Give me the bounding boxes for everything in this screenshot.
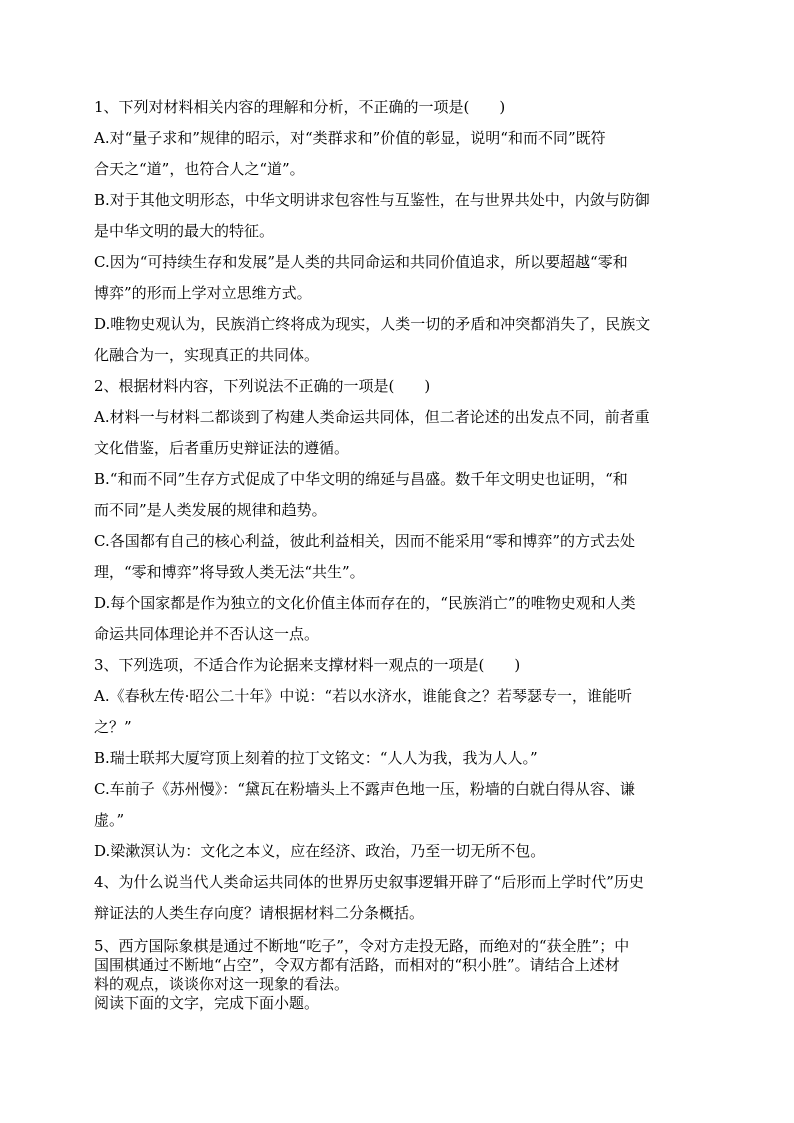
question-5-line: 料的观点，谈谈你对这一现象的看法。 xyxy=(94,975,350,993)
question-3-option-b xyxy=(94,743,699,774)
option-line: A.材料一与材料二都谈到了构建人类命运共同体，但二者论述的出发点不同，前者重 xyxy=(94,408,650,426)
option-line: 博弈”的形而上学对立思维方式。 xyxy=(94,284,312,302)
question-1-option-b xyxy=(94,185,699,247)
question-4 xyxy=(94,867,699,929)
question-1-option-c xyxy=(94,247,699,309)
question-1-option-a xyxy=(94,123,699,185)
question-3-option-d xyxy=(94,836,699,867)
option-line: D.每个国家都是作为独立的文化价值主体而存在的，“民族消亡”的唯物史观和人类 xyxy=(94,594,636,612)
question-3-option-a xyxy=(94,681,699,743)
option-line: D.梁漱溟认为：文化之本义，应在经济、政治，乃至一切无所不包。 xyxy=(94,842,546,860)
question-5-line: 国围棋通过不断地“占空”，令双方都有活路，而相对的“积小胜”。请结合上述材 xyxy=(94,956,620,974)
option-line: 之？” xyxy=(94,718,132,736)
option-line: 虚。” xyxy=(94,811,125,829)
option-line: 理，“零和博弈”将导致人类无法“共生”。 xyxy=(94,563,365,581)
question-2-option-a xyxy=(94,402,699,464)
option-line: 是中华文明的最大的特征。 xyxy=(94,222,275,240)
option-line: B.“和而不同”生存方式促成了中华文明的绵延与昌盛。数千年文明史也证明，“和 xyxy=(94,470,628,488)
option-line: 合天之“道”，也符合人之“道”。 xyxy=(94,160,305,178)
option-line: A.对“量子求和”规律的昭示，对“类群求和”价值的彰显，说明“和而不同”既符 xyxy=(94,129,606,147)
question-5 xyxy=(94,937,699,1013)
question-2-option-b xyxy=(94,464,699,526)
document-content xyxy=(94,92,699,1013)
option-line: 化融合为一，实现真正的共同体。 xyxy=(94,346,320,364)
question-2-option-d xyxy=(94,588,699,650)
question-2-stem: 2、根据材料内容，下列说法不正确的一项是( ) xyxy=(94,377,431,395)
question-2 xyxy=(94,371,699,650)
option-line: B.瑞士联邦大厦穹顶上刻着的拉丁文铭文：“人人为我，我为人人。” xyxy=(94,749,538,767)
option-line: D.唯物史观认为，民族消亡终将成为现实，人类一切的矛盾和冲突都消失了，民族文 xyxy=(94,315,651,333)
option-line: C.车前子《苏州慢》：“黛瓦在粉墙头上不露声色地一压，粉墙的白就白得从容、谦 xyxy=(94,780,635,798)
option-line: A.《春秋左传·昭公二十年》中说：“若以水济水，谁能食之？若琴瑟专一，谁能听 xyxy=(94,687,633,705)
question-3-stem: 3、下列选项，不适合作为论据来支撑材料一观点的一项是( ) xyxy=(94,656,521,674)
option-line: B.对于其他文明形态，中华文明讲求包容性与互鉴性，在与世界共处中，内敛与防御 xyxy=(94,191,650,209)
option-line: C.各国都有自己的核心利益，彼此利益相关，因而不能采用“零和博弈”的方式去处 xyxy=(94,532,636,550)
question-1 xyxy=(94,92,699,371)
spacer xyxy=(94,929,699,937)
question-1-stem: 1、下列对材料相关内容的理解和分析，不正确的一项是( ) xyxy=(94,98,506,116)
option-line: 命运共同体理论并不否认这一点。 xyxy=(94,625,320,643)
reading-instruction: 阅读下面的文字，完成下面小题。 xyxy=(94,994,320,1012)
option-line: C.因为“可持续生存和发展”是人类的共同命运和共同价值追求，所以要超越“零和 xyxy=(94,253,628,271)
option-line: 而不同”是人类发展的规律和趋势。 xyxy=(94,501,327,519)
question-4-stem-line: 辩证法的人类生存向度？请根据材料二分条概括。 xyxy=(94,904,425,922)
option-line: 文化借鉴，后者重历史辩证法的遵循。 xyxy=(94,439,350,457)
question-5-line: 5、西方国际象棋是通过不断地“吃子”，令对方走投无路，而绝对的“获全胜”；中 xyxy=(94,937,630,955)
question-3-option-c xyxy=(94,774,699,836)
question-2-option-c xyxy=(94,526,699,588)
question-3 xyxy=(94,650,699,867)
question-4-stem-line: 4、为什么说当代人类命运共同体的世界历史叙事逻辑开辟了“后形而上学时代”历史 xyxy=(94,873,644,891)
question-1-option-d xyxy=(94,309,699,371)
